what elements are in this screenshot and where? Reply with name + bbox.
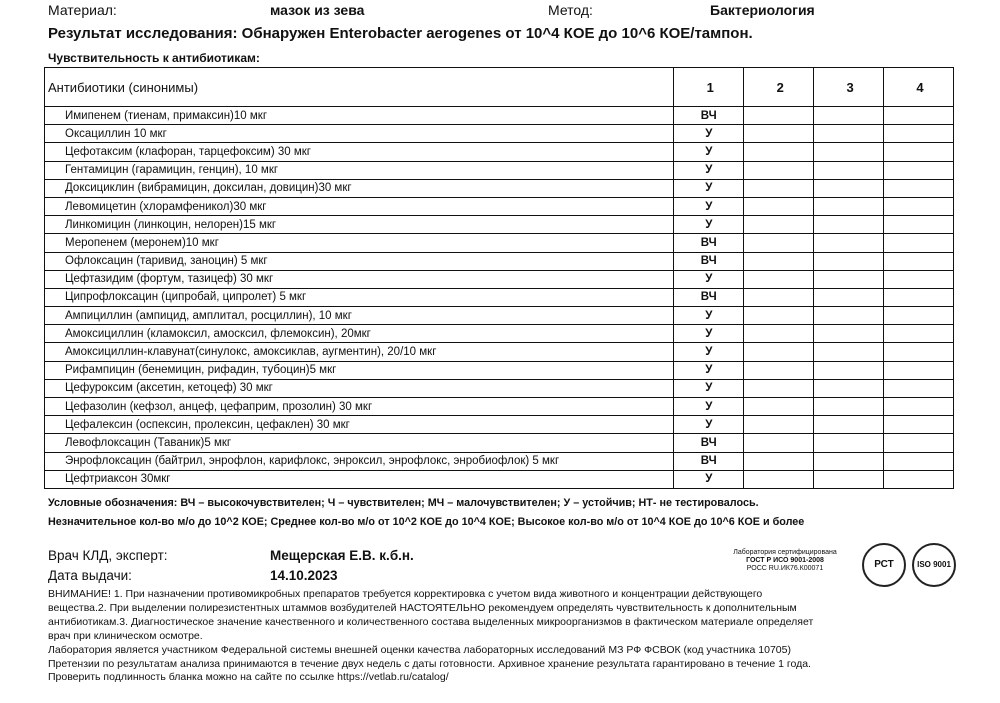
- stamp-line-1: Лаборатория сертифицирована: [733, 549, 837, 556]
- empty-cell-col-4: [884, 179, 954, 197]
- empty-cell-col-3: [814, 325, 884, 343]
- empty-cell-col-3: [814, 197, 884, 215]
- sensitivity-value: У: [674, 179, 744, 197]
- empty-cell-col-4: [884, 197, 954, 215]
- empty-cell-col-2: [744, 343, 814, 361]
- empty-cell-col-2: [744, 107, 814, 125]
- empty-cell-col-2: [744, 161, 814, 179]
- empty-cell-col-3: [814, 361, 884, 379]
- note-line: ВНИМАНИЕ! 1. При назначении противомикробных препаратов требуется корректировка с учетом вида животного и концентрации действующего: [48, 588, 763, 600]
- empty-cell-col-4: [884, 470, 954, 488]
- empty-cell-col-2: [744, 325, 814, 343]
- antibiotics-table: [44, 67, 954, 489]
- iso-logo: ISO 9001: [912, 543, 956, 587]
- empty-cell-col-4: [884, 161, 954, 179]
- header-antibiotics: Антибиотики (синонимы): [45, 68, 674, 107]
- empty-cell-col-2: [744, 143, 814, 161]
- note-line: Проверить подлинность бланка можно на сайте по ссылке https://vetlab.ru/catalog/: [48, 671, 449, 684]
- sensitivity-value: У: [674, 307, 744, 325]
- sensitivity-value: У: [674, 361, 744, 379]
- note-line: врач при клиническом осмотре.: [48, 629, 203, 642]
- sensitivity-value: У: [674, 379, 744, 397]
- note-line: Претензии по результатам анализа принимаются в течение двух недель с даты готовности. Архивное хранение результата гарантировано в течение 1 года.: [48, 657, 811, 670]
- antibiotic-name: Энрофлоксацин (байтрил, энрофлон, карифлокс, энроксил, энрофлокс, энробиофлок) 5 мкг: [45, 452, 674, 470]
- result-value: Обнаружен Enterobacter aerogenes от 10^4 КОЕ до 10^6 КОЕ/тампон.: [241, 25, 753, 42]
- empty-cell-col-2: [744, 470, 814, 488]
- sensitivity-value: ВЧ: [674, 452, 744, 470]
- antibiotic-name: Цефуроксим (аксетин, кетоцеф) 30 мкг: [45, 379, 674, 397]
- table-row: [45, 143, 954, 161]
- empty-cell-col-2: [744, 379, 814, 397]
- empty-cell-col-3: [814, 252, 884, 270]
- empty-cell-col-2: [744, 216, 814, 234]
- method-value: Бактериология: [710, 2, 815, 18]
- antibiotic-name: Имипенем (тиенам, примаксин)10 мкг: [45, 107, 674, 125]
- antibiotic-name: Цефалексин (оспексин, пролексин, цефаклен) 30 мкг: [45, 416, 674, 434]
- empty-cell-col-2: [744, 125, 814, 143]
- table-row: [45, 470, 954, 488]
- note-line: Лаборатория является участником Федеральной системы внешней оценки качества лабораторных исследований МЗ РФ ФСВОК (код участника 10705): [48, 643, 791, 656]
- empty-cell-col-3: [814, 470, 884, 488]
- empty-cell-col-4: [884, 452, 954, 470]
- sensitivity-value: ВЧ: [674, 107, 744, 125]
- notes-block: [48, 588, 958, 685]
- empty-cell-col-3: [814, 234, 884, 252]
- empty-cell-col-3: [814, 216, 884, 234]
- empty-cell-col-2: [744, 252, 814, 270]
- empty-cell-col-4: [884, 234, 954, 252]
- sensitivity-value: ВЧ: [674, 434, 744, 452]
- empty-cell-col-3: [814, 125, 884, 143]
- rst-logo: РСТ: [862, 543, 906, 587]
- empty-cell-col-2: [744, 234, 814, 252]
- table-header: [45, 68, 954, 107]
- material-value: мазок из зева: [270, 2, 365, 18]
- antibiotic-name: Гентамицин (гарамицин, генцин), 10 мкг: [45, 161, 674, 179]
- empty-cell-col-3: [814, 416, 884, 434]
- table-row: [45, 125, 954, 143]
- sensitivity-value: У: [674, 398, 744, 416]
- empty-cell-col-3: [814, 307, 884, 325]
- table-row: [45, 416, 954, 434]
- table-row: [45, 307, 954, 325]
- sensitivity-title: Чувствительность к антибиотикам:: [48, 51, 260, 65]
- sensitivity-value: У: [674, 416, 744, 434]
- table-row: [45, 325, 954, 343]
- sensitivity-value: У: [674, 325, 744, 343]
- sensitivity-value: У: [674, 216, 744, 234]
- antibiotic-name: Цефтазидим (фортум, тазицеф) 30 мкг: [45, 270, 674, 288]
- antibiotic-name: Левомицетин (хлорамфеникол)30 мкг: [45, 197, 674, 215]
- empty-cell-col-4: [884, 434, 954, 452]
- legend-line-1: Условные обозначения: ВЧ – высокочувствителен; Ч – чувствителен; МЧ – малочувствителен; У – устойчив; НТ- не тестировалось.: [48, 497, 759, 509]
- note-line: антибиотикам.3. Диагностическое значение качественного и количественного состава выделенных микроорганизмов в фактическом материале определяет: [48, 615, 814, 628]
- empty-cell-col-4: [884, 416, 954, 434]
- doctor-value: Мещерская Е.В. к.б.н.: [270, 548, 414, 563]
- empty-cell-col-2: [744, 270, 814, 288]
- antibiotic-name: Рифампицин (бенемицин, рифадин, тубоцин)5 мкг: [45, 361, 674, 379]
- empty-cell-col-4: [884, 252, 954, 270]
- sensitivity-value: ВЧ: [674, 234, 744, 252]
- doctor-label: Врач КЛД, эксперт:: [48, 548, 168, 563]
- antibiotic-name: Левофлоксацин (Таваник)5 мкг: [45, 434, 674, 452]
- antibiotic-name: Ампициллин (ампицид, амплитал, росциллин), 10 мкг: [45, 307, 674, 325]
- header-col-4: 4: [884, 68, 954, 107]
- empty-cell-col-2: [744, 197, 814, 215]
- table-row: [45, 379, 954, 397]
- sensitivity-value: У: [674, 470, 744, 488]
- table-row: [45, 398, 954, 416]
- sensitivity-value: У: [674, 270, 744, 288]
- empty-cell-col-3: [814, 452, 884, 470]
- empty-cell-col-2: [744, 434, 814, 452]
- stamp-line-3: РОСС RU.ИК76.К00071: [746, 565, 824, 572]
- empty-cell-col-3: [814, 143, 884, 161]
- antibiotic-name: Линкомицин (линкоцин, нелорен)15 мкг: [45, 216, 674, 234]
- empty-cell-col-3: [814, 343, 884, 361]
- empty-cell-col-2: [744, 179, 814, 197]
- antibiotic-name: Доксициклин (вибрамицин, доксилан, довицин)30 мкг: [45, 179, 674, 197]
- empty-cell-col-3: [814, 288, 884, 306]
- table-row: [45, 270, 954, 288]
- empty-cell-col-3: [814, 270, 884, 288]
- sensitivity-value: У: [674, 343, 744, 361]
- sensitivity-value: У: [674, 161, 744, 179]
- antibiotic-name: Ципрофлоксацин (ципробай, ципролет) 5 мкг: [45, 288, 674, 306]
- empty-cell-col-4: [884, 107, 954, 125]
- antibiotic-name: Цефазолин (кефзол, анцеф, цефаприм, прозолин) 30 мкг: [45, 398, 674, 416]
- empty-cell-col-3: [814, 107, 884, 125]
- table-row: [45, 452, 954, 470]
- empty-cell-col-4: [884, 307, 954, 325]
- empty-cell-col-3: [814, 161, 884, 179]
- header-col-3: 3: [814, 68, 884, 107]
- certification-stamp: [715, 549, 855, 573]
- empty-cell-col-4: [884, 125, 954, 143]
- empty-cell-col-4: [884, 270, 954, 288]
- empty-cell-col-3: [814, 379, 884, 397]
- legend-line-2: Незначительное кол-во м/о до 10^2 КОЕ; Среднее кол-во м/о от 10^2 КОЕ до 10^4 КОЕ; Высокое кол-во м/о от 10^4 КОЕ до 10^6 КОЕ и более: [48, 516, 805, 528]
- table-row: [45, 361, 954, 379]
- table-row: [45, 434, 954, 452]
- material-label: Материал:: [48, 2, 117, 18]
- table-row: [45, 197, 954, 215]
- date-value: 14.10.2023: [270, 568, 338, 583]
- sensitivity-value: ВЧ: [674, 288, 744, 306]
- empty-cell-col-3: [814, 179, 884, 197]
- sensitivity-value: У: [674, 125, 744, 143]
- antibiotic-name: Амоксициллин-клавунат(синулокс, амоксиклав, аугментин), 20/10 мкг: [45, 343, 674, 361]
- empty-cell-col-4: [884, 143, 954, 161]
- empty-cell-col-4: [884, 343, 954, 361]
- empty-cell-col-4: [884, 216, 954, 234]
- empty-cell-col-2: [744, 416, 814, 434]
- result-label: Результат исследования:: [48, 25, 238, 42]
- table-row: [45, 252, 954, 270]
- antibiotic-name: Офлоксацин (таривид, заноцин) 5 мкг: [45, 252, 674, 270]
- result-line: [48, 25, 753, 42]
- empty-cell-col-2: [744, 288, 814, 306]
- antibiotic-name: Амоксициллин (кламоксил, амосксил, флемоксин), 20мкг: [45, 325, 674, 343]
- table-row: [45, 343, 954, 361]
- table-row: [45, 234, 954, 252]
- header-col-2: 2: [744, 68, 814, 107]
- method-label: Метод:: [548, 2, 593, 18]
- empty-cell-col-4: [884, 398, 954, 416]
- table-row: [45, 288, 954, 306]
- empty-cell-col-2: [744, 452, 814, 470]
- table-row: [45, 216, 954, 234]
- empty-cell-col-4: [884, 379, 954, 397]
- table-row: [45, 161, 954, 179]
- antibiotic-name: Меропенем (меронем)10 мкг: [45, 234, 674, 252]
- antibiotic-name: Оксациллин 10 мкг: [45, 125, 674, 143]
- sensitivity-value: ВЧ: [674, 252, 744, 270]
- stamp-line-2: ГОСТ Р ИСО 9001-2008: [746, 557, 824, 564]
- table-row: [45, 107, 954, 125]
- empty-cell-col-4: [884, 325, 954, 343]
- date-label: Дата выдачи:: [48, 568, 132, 583]
- header-col-1: 1: [674, 68, 744, 107]
- empty-cell-col-2: [744, 398, 814, 416]
- sensitivity-value: У: [674, 143, 744, 161]
- empty-cell-col-2: [744, 307, 814, 325]
- empty-cell-col-4: [884, 288, 954, 306]
- empty-cell-col-2: [744, 361, 814, 379]
- note-line: вещества.2. При выделении полирезистентных штаммов возбудителей НАСТОЯТЕЛЬНО рекомендуем определять чувствительность к дополнительным: [48, 601, 797, 614]
- antibiotic-name: Цефотаксим (клафоран, тарцефоксим) 30 мкг: [45, 143, 674, 161]
- sensitivity-value: У: [674, 197, 744, 215]
- table-row: [45, 179, 954, 197]
- empty-cell-col-3: [814, 398, 884, 416]
- empty-cell-col-4: [884, 361, 954, 379]
- empty-cell-col-3: [814, 434, 884, 452]
- antibiotic-name: Цефтриаксон 30мкг: [45, 470, 674, 488]
